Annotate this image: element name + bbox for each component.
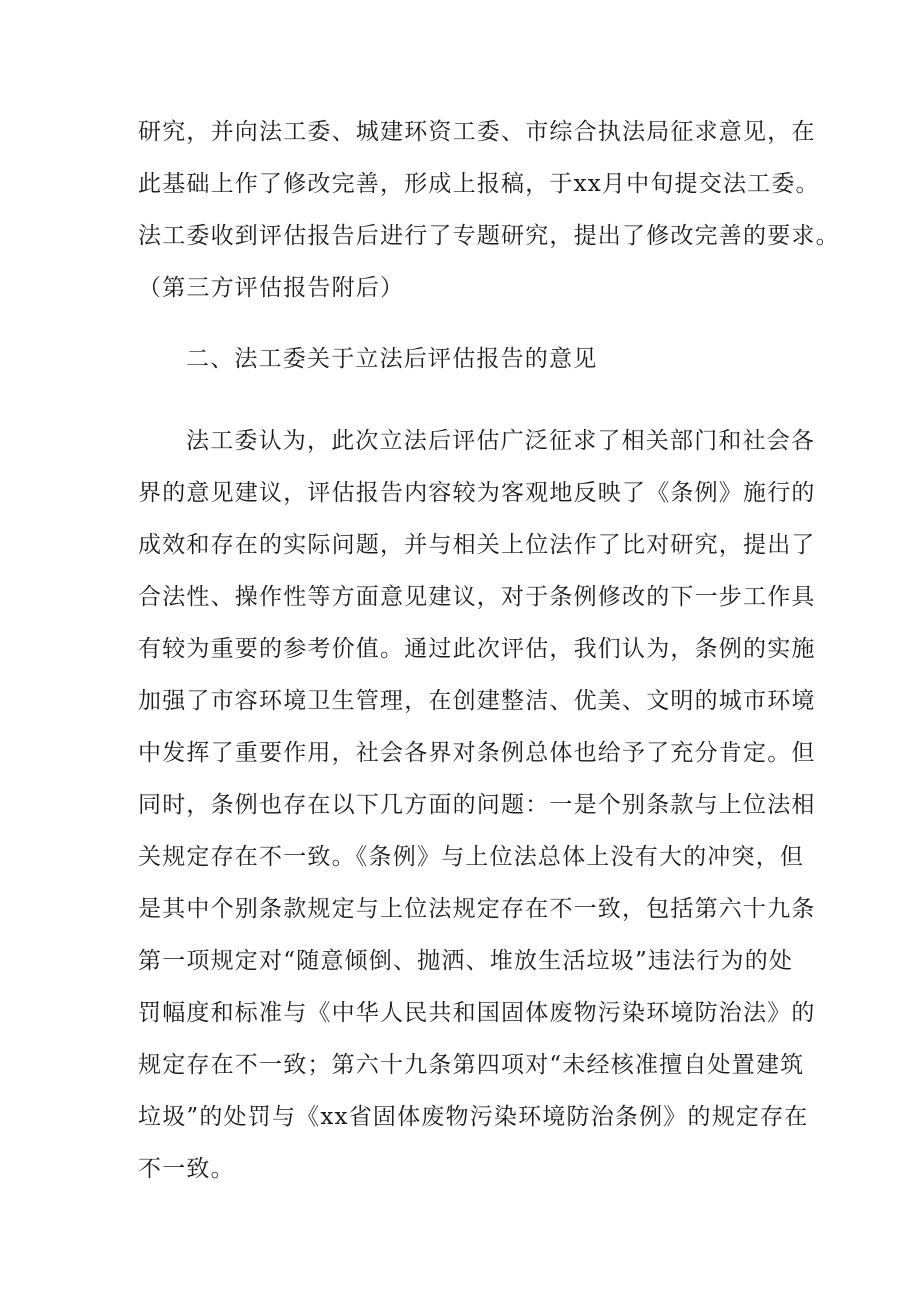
paragraph-line: 中发挥了重要作用，社会各界对条例总体也给予了充分肯定。但 — [138, 740, 816, 766]
paragraph-line: 规定存在不一致；第六十九条第四项对“未经核准擅自处置建筑 — [138, 1052, 805, 1078]
paragraph-line: 加强了市容环境卫生管理，在创建整洁、优美、文明的城市环境 — [138, 688, 816, 714]
section-heading: 二、法工委关于立法后评估报告的意见 — [186, 346, 598, 372]
paragraph-line: 法工委认为，此次立法后评估广泛征求了相关部门和社会各 — [186, 428, 816, 454]
paragraph-line: 界的意见建议，评估报告内容较为客观地反映了《条例》施行的 — [138, 480, 816, 506]
paragraph-line: （第三方评估报告附后） — [138, 275, 405, 301]
paragraph-line: 有较为重要的参考价值。通过此次评估，我们认为，条例的实施 — [138, 636, 816, 662]
paragraph-line: 第一项规定对“随意倾倒、抛洒、堆放生活垃圾”违法行为的处 — [138, 948, 794, 974]
paragraph-line: 合法性、操作性等方面意见建议，对于条例修改的下一步工作具 — [138, 584, 816, 610]
paragraph-line: 研究，并向法工委、城建环资工委、市综合执法局征求意见，在 — [138, 119, 816, 145]
paragraph-line: 此基础上作了修改完善，形成上报稿，于xx月中旬提交法工委。 — [138, 171, 820, 197]
paragraph-line: 法工委收到评估报告后进行了专题研究，提出了修改完善的要求。 — [138, 223, 840, 249]
paragraph-line: 关规定存在不一致。《条例》与上位法总体上没有大的冲突，但 — [138, 844, 805, 870]
paragraph-line: 是其中个别条款规定与上位法规定存在不一致，包括第六十九条 — [138, 896, 816, 922]
paragraph-line: 同时，条例也存在以下几方面的问题：一是个别条款与上位法相 — [138, 792, 816, 818]
paragraph-line: 不一致。 — [138, 1156, 235, 1182]
paragraph-line: 成效和存在的实际问题，并与相关上位法作了比对研究，提出了 — [138, 532, 816, 558]
paragraph-line: 罚幅度和标准与《中华人民共和国固体废物污染环境防治法》的 — [138, 1000, 816, 1026]
paragraph-line: 垃圾”的处罚与《xx省固体废物污染环境防治条例》的规定存在 — [138, 1104, 809, 1130]
